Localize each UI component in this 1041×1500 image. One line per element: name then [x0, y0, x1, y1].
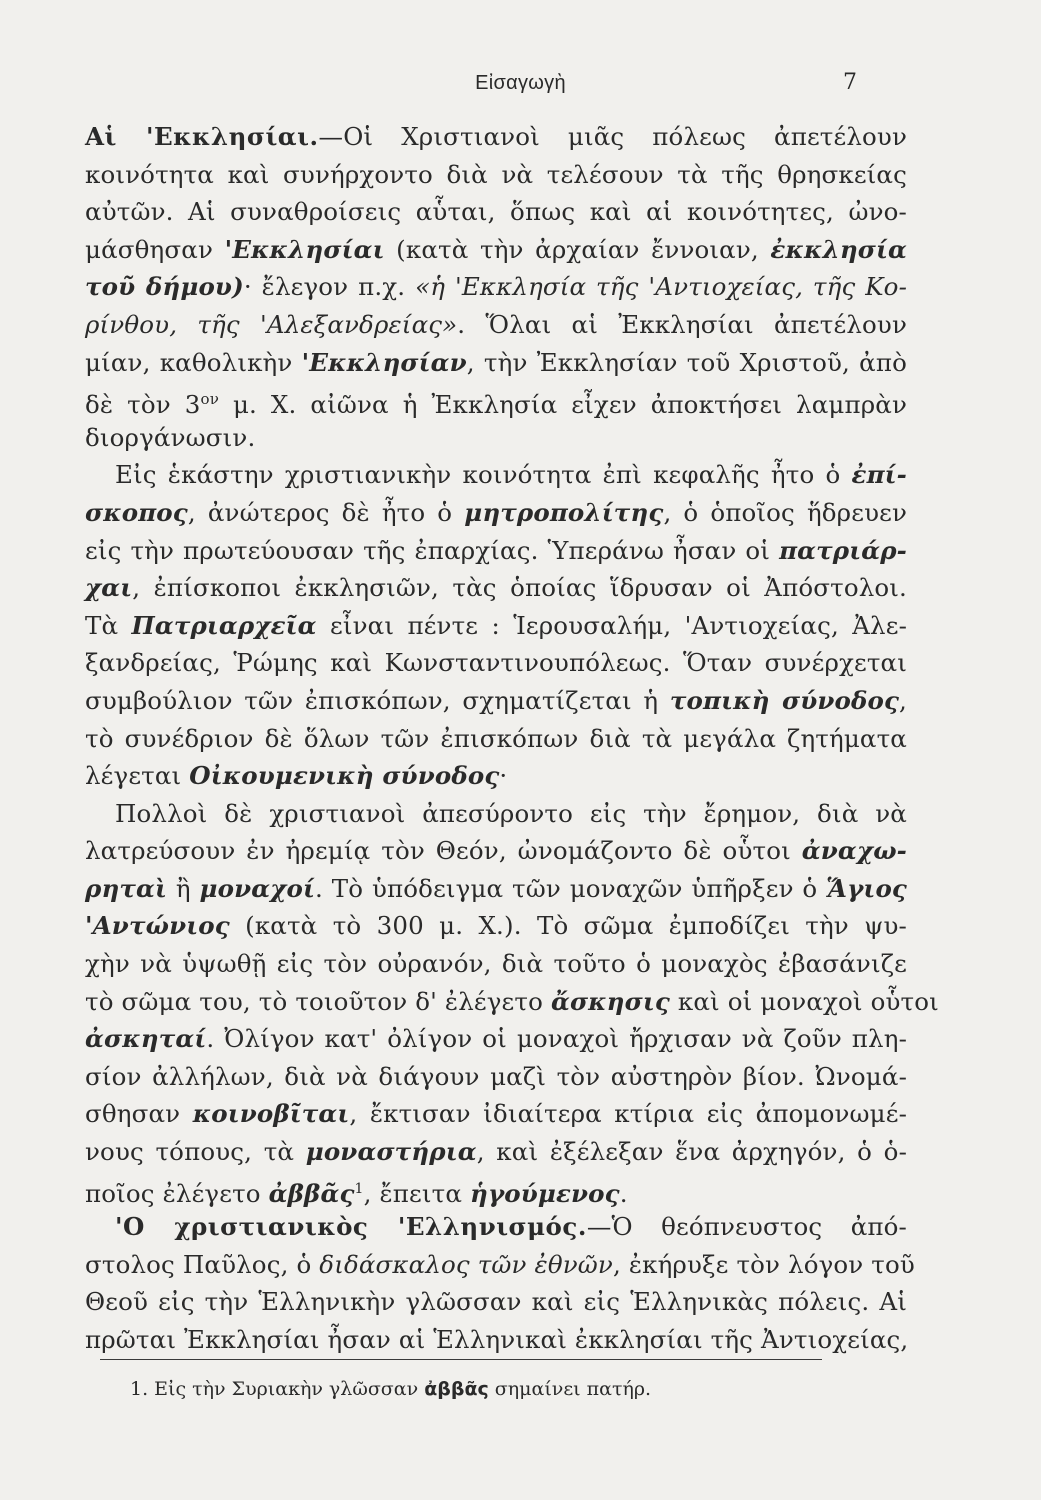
- line-23: χὴν νὰ ὑψωθῇ εἰς τὸν οὐρανόν, διὰ τοῦτο ὁ μοναχὸς ἐβασάνιζε: [85, 949, 907, 979]
- text: τὸ σῶμα του, τὸ τοιοῦτον δ' ἐλέγετο: [85, 986, 551, 1016]
- line-27: [85, 1095, 907, 1133]
- text: , καὶ ἐξέλεξαν ἕνα ἀρχηγόν, ὁ ὁ-: [476, 1137, 907, 1167]
- footnote-term: ἀββᾶς: [424, 1378, 489, 1400]
- text: , ἔκτισαν ἰδιαίτερα κτίρια εἰς ἀπομονωμέ-: [349, 1099, 907, 1129]
- text: Τὰ: [85, 610, 132, 640]
- term: τοῦ δήμου): [85, 272, 244, 302]
- line-25: [85, 1020, 907, 1058]
- line-17: τὸ συνέδριον δὲ ὅλων τῶν ἐπισκόπων διὰ τὰ μεγάλα ζητήματα: [85, 723, 907, 753]
- line-5: [85, 268, 907, 306]
- line-30: [85, 1208, 907, 1246]
- italic-text: διδάσκαλος τῶν ἐθνῶν: [319, 1249, 613, 1279]
- line-33: πρῶται Ἐκκλησίαι ἦσαν αἱ Ἑλληνικαὶ ἐκκλησίαι τῆς Ἀντιοχείας,: [85, 1325, 909, 1354]
- text: , ὁ ὁποῖος ἥδρευεν: [663, 497, 907, 527]
- line-14: [85, 607, 907, 645]
- term: ἐκκλησία: [770, 234, 908, 264]
- text: . Ὅλαι αἱ Ἐκκλησίαι ἀπετέλουν: [457, 309, 907, 339]
- line-22: [85, 907, 907, 945]
- text: ποῖος ἐλέγετο: [85, 1178, 269, 1208]
- body-text: [85, 118, 939, 1359]
- term: Ἅγιος: [826, 873, 907, 903]
- text: στολος Παῦλος, ὁ: [85, 1249, 320, 1279]
- footnote-text: 1. Εἰς τὴν Συριακὴν γλῶσσαν: [130, 1378, 425, 1400]
- text: μ. Χ. αἰῶνα ἡ Ἐκκλησία εἶχεν ἀποκτήσει λαμπρὰν: [218, 390, 908, 420]
- line-8: [85, 381, 907, 419]
- term: ἐπί-: [851, 460, 907, 490]
- term: πατριάρ-: [779, 535, 907, 565]
- text: , τὴν Ἐκκλησίαν τοῦ Χριστοῦ, ἀπὸ: [466, 347, 907, 377]
- text: ,: [899, 685, 907, 715]
- italic-text: ρίνθου, τῆς 'Αλεξανδρείας»: [85, 309, 458, 339]
- term: Οἰκουμενικὴ σύνοδος: [189, 761, 500, 791]
- text: . Ὀλίγον κατ' ὀλίγον οἱ μοναχοὶ ἤρχισαν νὰ ζοῦν πλη-: [206, 1024, 907, 1054]
- text: σθησαν: [85, 1099, 193, 1129]
- text: —Ὁ θεόπνευστος ἀπό-: [586, 1212, 907, 1242]
- italic-text: «ἡ 'Εκκλησία τῆς 'Αντιοχείας, τῆς Κο-: [415, 272, 907, 302]
- text: νους τόπους, τὰ: [85, 1137, 306, 1167]
- term: μοναστήρια: [305, 1137, 477, 1167]
- line-18: [85, 757, 907, 795]
- line-7: [85, 344, 907, 382]
- footnote-divider: [100, 1359, 822, 1360]
- text: ἢ: [167, 873, 200, 903]
- line-16: [85, 682, 907, 720]
- term: 'Αντώνιος: [85, 911, 230, 941]
- text: , ἀνώτερος δὲ ἦτο ὁ: [187, 497, 465, 527]
- text: .: [619, 1178, 628, 1208]
- text: —Οἱ Χριστιανοὶ μιᾶς πόλεως ἀπετέλουν: [318, 122, 908, 151]
- term: ἀσκηταί: [85, 1024, 207, 1054]
- line-32: Θεοῦ εἰς τὴν Ἑλληνικὴν γλῶσσαν καὶ εἰς Ἑλληνικὰς πόλεις. Αἱ: [85, 1287, 907, 1317]
- line-2: κοινότητα καὶ συνήρχοντο διὰ νὰ τελέσουν τὰ τῆς θρησκείας: [85, 159, 907, 189]
- text: , ἐπίσκοποι ἐκκλησιῶν, τὰς ὁποίας ἵδρυσαν οἱ Ἀπόστολοι.: [132, 573, 907, 603]
- footnote: [130, 1376, 651, 1402]
- line-6: [85, 306, 907, 344]
- text: Εἰς ἑκάστην χριστιανικὴν κοινότητα ἐπὶ κεφαλῆς ἦτο ὁ: [115, 460, 852, 490]
- line-1: [85, 118, 907, 156]
- superscript: ον: [200, 390, 219, 409]
- line-26: σίον ἀλλήλων, διὰ νὰ διάγουν μαζὶ τὸν αὐστηρὸν βίον. Ὠνομά-: [85, 1061, 907, 1091]
- text: μάσθησαν: [85, 234, 225, 264]
- term: μητροπολίτης: [464, 497, 664, 527]
- term: ἀναχω-: [801, 836, 907, 866]
- term: 'Εκκλησίαν: [301, 347, 467, 377]
- line-28: [85, 1133, 907, 1171]
- text: λέγεται: [85, 761, 190, 791]
- line-13: [85, 569, 907, 607]
- text: εἶναι πέντε : Ἱερουσαλήμ, 'Αντιοχείας, Ἀλε-: [316, 610, 908, 640]
- line-11: [85, 494, 907, 532]
- term: τοπικὴ σύνοδος: [669, 685, 900, 715]
- text: συμβούλιον τῶν ἐπισκόπων, σχηματίζεται ἡ: [85, 685, 670, 715]
- line-21: [85, 870, 907, 908]
- text: μίαν, καθολικὴν: [85, 347, 302, 377]
- line-3: αὐτῶν. Αἱ συναθροίσεις αὗται, ὅπως καὶ αἱ κοινότητες, ὠνο-: [85, 197, 907, 227]
- term: χαι: [85, 573, 133, 603]
- term: μοναχοί: [199, 873, 316, 903]
- term: ἀββᾶς: [268, 1178, 355, 1208]
- text: , ἐκήρυξε τὸν λόγον τοῦ: [612, 1249, 915, 1279]
- text: (κατὰ τὸ 300 μ. Χ.). Τὸ σῶμα ἐμποδίζει τὴν ψυ-: [229, 911, 907, 941]
- section-heading-christian-hellenism: 'Ο χριστιανικὸς 'Ελληνισμός.: [115, 1212, 587, 1242]
- page-number: 7: [843, 70, 857, 95]
- running-title: Εἰσαγωγὴ: [475, 72, 566, 94]
- text: λατρεύσουν ἐν ἠρεμίᾳ τὸν Θεόν, ὠνομάζοντο δὲ οὗτοι: [85, 836, 802, 866]
- text: . Τὸ ὑπόδειγμα τῶν μοναχῶν ὑπῆρξεν ὁ: [315, 873, 827, 903]
- footnote-text: σημαίνει πατήρ.: [488, 1378, 652, 1400]
- term: ρηταὶ: [85, 873, 168, 903]
- line-19: Πολλοὶ δὲ χριστιανοὶ ἀπεσύροντο εἰς τὴν ἔρημον, διὰ νὰ: [115, 798, 907, 828]
- term: ἡγούμενος: [469, 1178, 620, 1208]
- term: Πατριαρχεῖα: [131, 610, 317, 640]
- line-24: [85, 983, 939, 1021]
- text: (κατὰ τὴν ἀρχαίαν ἔννοιαν,: [384, 234, 771, 264]
- term: κοινοβῖται: [192, 1099, 350, 1129]
- line-31: [85, 1246, 915, 1284]
- term: ἄσκησις: [550, 986, 670, 1016]
- term: σκοπος: [85, 497, 188, 527]
- text: δὲ τὸν 3: [85, 390, 201, 420]
- line-15: ξανδρείας, Ῥώμης καὶ Κωνσταντινουπόλεως. Ὅταν συνέρχεται: [85, 648, 907, 678]
- text: καὶ οἱ μοναχοὶ οὗτοι: [669, 986, 939, 1016]
- line-12: [85, 532, 907, 570]
- line-9: διοργάνωσιν.: [85, 422, 256, 452]
- line-20: [85, 832, 907, 870]
- text: εἰς τὴν πρωτεύουσαν τῆς ἐπαρχίας. Ὑπεράνω ἦσαν οἱ: [85, 535, 780, 565]
- text: · ἔλεγον π.χ.: [243, 272, 416, 302]
- line-29: [85, 1171, 907, 1209]
- line-10: [85, 456, 907, 494]
- line-4: [85, 231, 907, 269]
- text: , ἔπειτα: [363, 1178, 470, 1208]
- section-heading-churches: Αἱ 'Εκκλησίαι.: [85, 122, 319, 151]
- term: 'Εκκλησίαι: [224, 234, 385, 264]
- footnote-marker: 1: [354, 1180, 364, 1197]
- page-header: [0, 64, 1041, 104]
- text: ·: [499, 761, 508, 791]
